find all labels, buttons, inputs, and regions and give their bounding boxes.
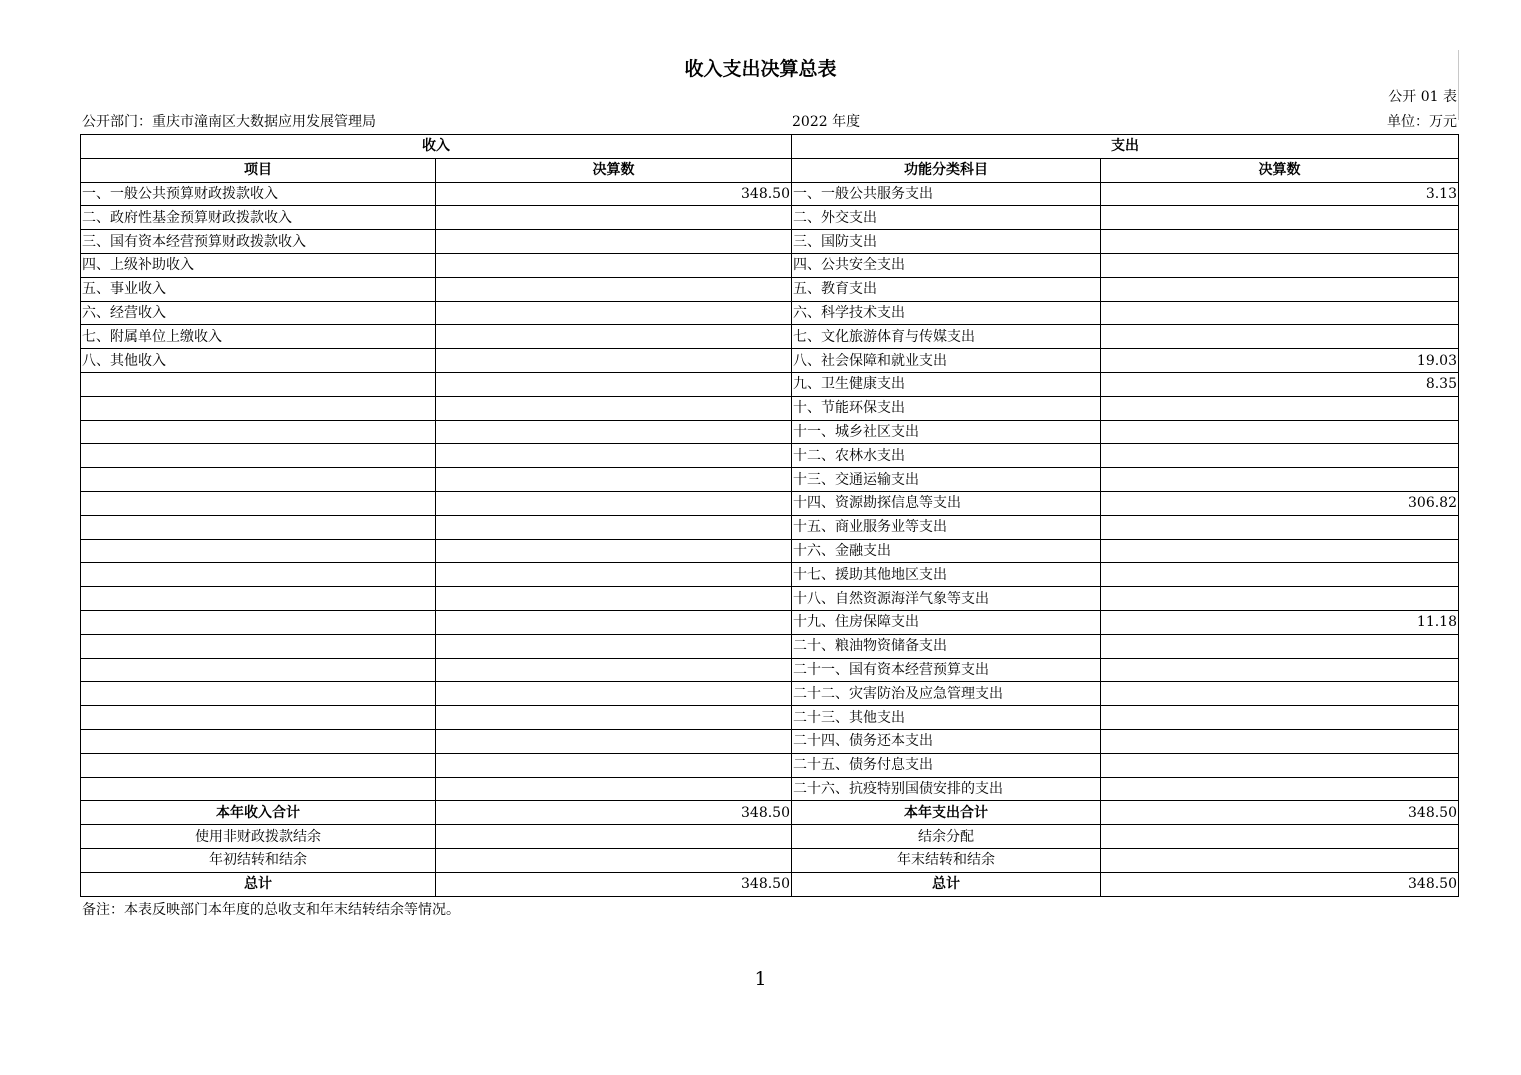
non-fiscal-label: 使用非财政拨款结余 [81,825,436,849]
income-item-cell [81,539,436,563]
table-row [81,444,1459,468]
income-amount-cell [436,753,792,777]
income-item-cell: 七、附属单位上缴收入 [81,325,436,349]
income-item-cell [81,729,436,753]
expense-category-cell: 五、教育支出 [792,277,1101,301]
income-item-cell [81,706,436,730]
grand-income-total-label: 总计 [81,872,436,896]
expense-category-cell: 二十二、灾害防治及应急管理支出 [792,682,1101,706]
income-item-cell [81,468,436,492]
table-row [81,539,1459,563]
surplus-distribution-value [1101,825,1459,849]
expense-category-cell: 二十三、其他支出 [792,706,1101,730]
unit-label: 单位：万元 [1387,114,1457,130]
income-item-cell [81,658,436,682]
income-item-cell [81,777,436,801]
table-row [81,610,1459,634]
expense-amount-cell: 3.13 [1101,182,1459,206]
table-row [81,325,1459,349]
table-row [81,777,1459,801]
expense-category-cell: 十四、资源勘探信息等支出 [792,491,1101,515]
expense-category-cell: 十七、援助其他地区支出 [792,563,1101,587]
table-row [81,301,1459,325]
balance-row [81,848,1459,872]
expense-category-cell: 二、外交支出 [792,206,1101,230]
expense-amount-cell [1101,587,1459,611]
expense-category-cell: 十三、交通运输支出 [792,468,1101,492]
income-item-cell: 一、一般公共预算财政拨款收入 [81,182,436,206]
expense-category-cell: 十九、住房保障支出 [792,610,1101,634]
expense-category-cell: 四、公共安全支出 [792,253,1101,277]
income-amount-cell [436,563,792,587]
income-amount-cell [436,491,792,515]
expense-amount-cell [1101,563,1459,587]
begin-balance-label: 年初结转和结余 [81,848,436,872]
expense-amount-cell [1101,468,1459,492]
expense-amount-cell [1101,777,1459,801]
income-item-cell [81,420,436,444]
expense-amount-cell [1101,444,1459,468]
income-item-cell [81,753,436,777]
income-item-cell [81,444,436,468]
table-row [81,515,1459,539]
expense-category-cell: 十、节能环保支出 [792,396,1101,420]
income-item-cell [81,491,436,515]
income-item-cell: 八、其他收入 [81,349,436,373]
expense-amount-cell [1101,634,1459,658]
item-column-header: 项目 [81,158,436,182]
grand-total-row [81,872,1459,896]
income-item-cell [81,634,436,658]
expense-amount-cell [1101,253,1459,277]
table-row [81,468,1459,492]
income-amount-cell [436,277,792,301]
category-column-header: 功能分类科目 [792,158,1101,182]
expense-category-cell: 六、科学技术支出 [792,301,1101,325]
expense-amount-cell [1101,420,1459,444]
income-amount-cell [436,206,792,230]
income-amount-cell [436,658,792,682]
expense-category-cell: 十六、金融支出 [792,539,1101,563]
expense-category-cell: 一、一般公共服务支出 [792,182,1101,206]
table-row [81,182,1459,206]
surplus-distribution-label: 结余分配 [792,825,1101,849]
grand-expense-total-value: 348.50 [1101,872,1459,896]
income-amount-cell [436,587,792,611]
expense-amount-cell: 11.18 [1101,610,1459,634]
income-amount-cell [436,230,792,254]
expense-amount-cell [1101,539,1459,563]
department-label: 公开部门：重庆市潼南区大数据应用发展管理局 [82,114,376,130]
income-amount-cell [436,372,792,396]
table-row [81,277,1459,301]
expense-amount-cell: 306.82 [1101,491,1459,515]
table-row [81,587,1459,611]
form-number: 公开 01 表 [1388,89,1457,105]
income-amount-cell [436,682,792,706]
income-item-cell: 六、经营收入 [81,301,436,325]
year-total-row [81,801,1459,825]
income-item-cell [81,682,436,706]
income-amount-cell [436,515,792,539]
expense-category-cell: 二十五、债务付息支出 [792,753,1101,777]
page-title: 收入支出决算总表 [684,58,837,80]
expense-category-cell: 十二、农林水支出 [792,444,1101,468]
expense-amount-cell [1101,206,1459,230]
grand-income-total-value: 348.50 [436,872,792,896]
table-row [81,729,1459,753]
table-row [81,420,1459,444]
table-row [81,396,1459,420]
income-amount-cell [436,444,792,468]
expense-amount-cell [1101,325,1459,349]
expense-amount-cell [1101,706,1459,730]
end-balance-label: 年末结转和结余 [792,848,1101,872]
expense-category-cell: 九、卫生健康支出 [792,372,1101,396]
table-row [81,658,1459,682]
income-amount-cell: 348.50 [436,182,792,206]
expense-category-cell: 八、社会保障和就业支出 [792,349,1101,373]
year-expense-total-value: 348.50 [1101,801,1459,825]
income-amount-cell [436,539,792,563]
expense-category-cell: 二十六、抗疫特别国债安排的支出 [792,777,1101,801]
table-row [81,253,1459,277]
income-item-cell: 三、国有资本经营预算财政拨款收入 [81,230,436,254]
expense-amount-cell [1101,230,1459,254]
income-item-cell [81,610,436,634]
table-row [81,491,1459,515]
budget-table [80,134,1459,897]
table-row [81,753,1459,777]
section-header-row [81,135,1459,159]
grand-expense-total-label: 总计 [792,872,1101,896]
expense-category-cell: 七、文化旅游体育与传媒支出 [792,325,1101,349]
non-fiscal-row [81,825,1459,849]
income-item-cell: 二、政府性基金预算财政拨款收入 [81,206,436,230]
table-row [81,706,1459,730]
income-amount-cell [436,777,792,801]
amount2-column-header: 决算数 [1101,158,1459,182]
expense-category-cell: 二十一、国有资本经营预算支出 [792,658,1101,682]
expense-amount-cell [1101,301,1459,325]
table-row [81,349,1459,373]
expense-category-cell: 十八、自然资源海洋气象等支出 [792,587,1101,611]
income-item-cell [81,515,436,539]
table-row [81,563,1459,587]
expense-category-cell: 二十、粮油物资储备支出 [792,634,1101,658]
end-balance-value [1101,848,1459,872]
income-amount-cell [436,396,792,420]
expense-amount-cell: 19.03 [1101,349,1459,373]
fiscal-year: 2022 年度 [792,114,861,130]
column-header-row [81,158,1459,182]
expense-amount-cell [1101,682,1459,706]
expense-category-cell: 二十四、债务还本支出 [792,729,1101,753]
income-amount-cell [436,706,792,730]
footnote: 备注：本表反映部门本年度的总收支和年末结转结余等情况。 [82,902,460,918]
income-item-cell [81,587,436,611]
page-number: 1 [754,968,767,990]
income-item-cell: 四、上级补助收入 [81,253,436,277]
expense-amount-cell [1101,753,1459,777]
income-item-cell [81,563,436,587]
income-amount-cell [436,301,792,325]
expense-section-header: 支出 [792,135,1459,159]
year-expense-total-label: 本年支出合计 [792,801,1101,825]
begin-balance-value [436,848,792,872]
year-income-total-label: 本年收入合计 [81,801,436,825]
income-amount-cell [436,634,792,658]
expense-amount-cell [1101,729,1459,753]
expense-category-cell: 十一、城乡社区支出 [792,420,1101,444]
expense-category-cell: 十五、商业服务业等支出 [792,515,1101,539]
expense-category-cell: 三、国防支出 [792,230,1101,254]
income-amount-cell [436,349,792,373]
year-income-total-value: 348.50 [436,801,792,825]
table-row [81,372,1459,396]
income-amount-cell [436,729,792,753]
table-row [81,634,1459,658]
income-amount-cell [436,420,792,444]
table-row [81,682,1459,706]
table-row [81,230,1459,254]
table-row [81,206,1459,230]
expense-amount-cell [1101,396,1459,420]
expense-amount-cell [1101,515,1459,539]
non-fiscal-value [436,825,792,849]
amount-column-header: 决算数 [436,158,792,182]
income-amount-cell [436,325,792,349]
expense-amount-cell: 8.35 [1101,372,1459,396]
income-item-cell: 五、事业收入 [81,277,436,301]
income-amount-cell [436,610,792,634]
income-section-header: 收入 [81,135,792,159]
income-amount-cell [436,468,792,492]
income-amount-cell [436,253,792,277]
expense-amount-cell [1101,277,1459,301]
income-item-cell [81,372,436,396]
income-item-cell [81,396,436,420]
expense-amount-cell [1101,658,1459,682]
